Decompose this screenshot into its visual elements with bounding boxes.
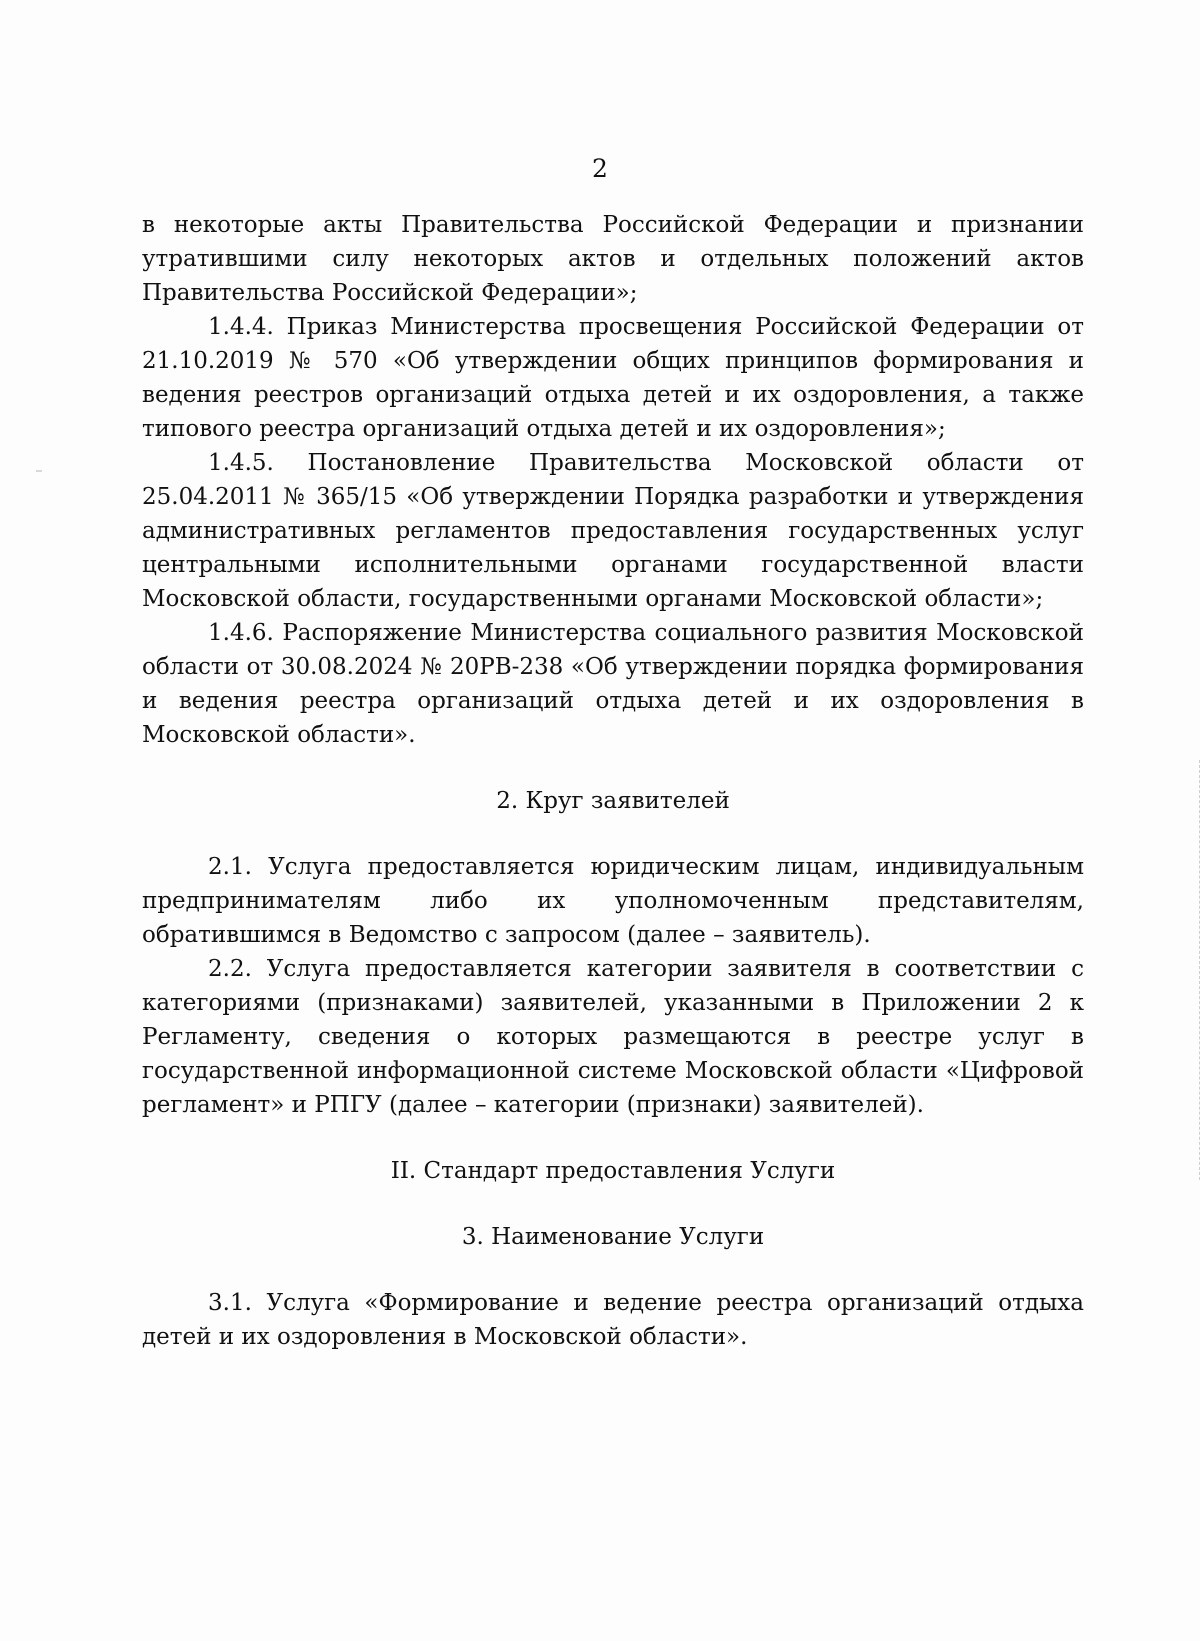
spacer — [142, 1122, 1084, 1154]
document-body — [142, 208, 1084, 1354]
spacer — [142, 1254, 1084, 1286]
paragraph-1-4-5: 1.4.5. Постановление Правительства Московской области от 25.04.2011 № 365/15 «Об утверждении Порядка разработки и утверждения административных регламентов предоставления государственных услуг центральными исполнительными органами государственной власти Московской области, государственными органами Московской области»; — [142, 450, 1084, 612]
spacer — [142, 1188, 1084, 1220]
page-number: 2 — [592, 154, 608, 183]
paragraph-3-1: 3.1. Услуга «Формирование и ведение реестра организаций отдыха детей и их оздоровления в Московской области». — [142, 1290, 1084, 1350]
paragraph-1-4-4: 1.4.4. Приказ Министерства просвещения Российской Федерации от 21.10.2019 № 570 «Об утверждении общих принципов формирования и ведения реестров организаций отдыха детей и их оздоровления, а также типового реестра организаций отдыха детей и их оздоровления»; — [142, 314, 1084, 442]
paragraph-1-4-6: 1.4.6. Распоряжение Министерства социального развития Московской области от 30.08.2024 № 20РВ-238 «Об утверждении порядка формирования и ведения реестра организаций отдыха детей и их оздоровления в Московской области». — [142, 620, 1084, 748]
paragraph-2-1: 2.1. Услуга предоставляется юридическим лицам, индивидуальным предпринимателям либо их уполномоченным представителям, обратившимся в Ведомство с запросом (далее – заявитель). — [142, 854, 1084, 948]
paragraph-2-2: 2.2. Услуга предоставляется категории заявителя в соответствии с категориями (признаками) заявителей, указанными в Приложении 2 к Регламенту, сведения о которых размещаются в реестре услуг в государственной информационной системе Московской области «Цифровой регламент» и РПГУ (далее – категории (признаки) заявителей). — [142, 956, 1084, 1118]
section-3-heading: 3. Наименование Услуги — [461, 1224, 765, 1250]
scan-edge-marks — [1195, 760, 1200, 1180]
paragraph-continuation: в некоторые акты Правительства Российской Федерации и признании утратившими силу некоторых актов и отдельных положений актов Правительства Российской Федерации»; — [142, 212, 1084, 306]
part-2-heading: II. Стандарт предоставления Услуги — [390, 1158, 836, 1184]
section-2-heading: 2. Круг заявителей — [496, 788, 730, 814]
spacer — [142, 752, 1084, 784]
spacer — [142, 818, 1084, 850]
scan-artifact — [36, 470, 42, 472]
